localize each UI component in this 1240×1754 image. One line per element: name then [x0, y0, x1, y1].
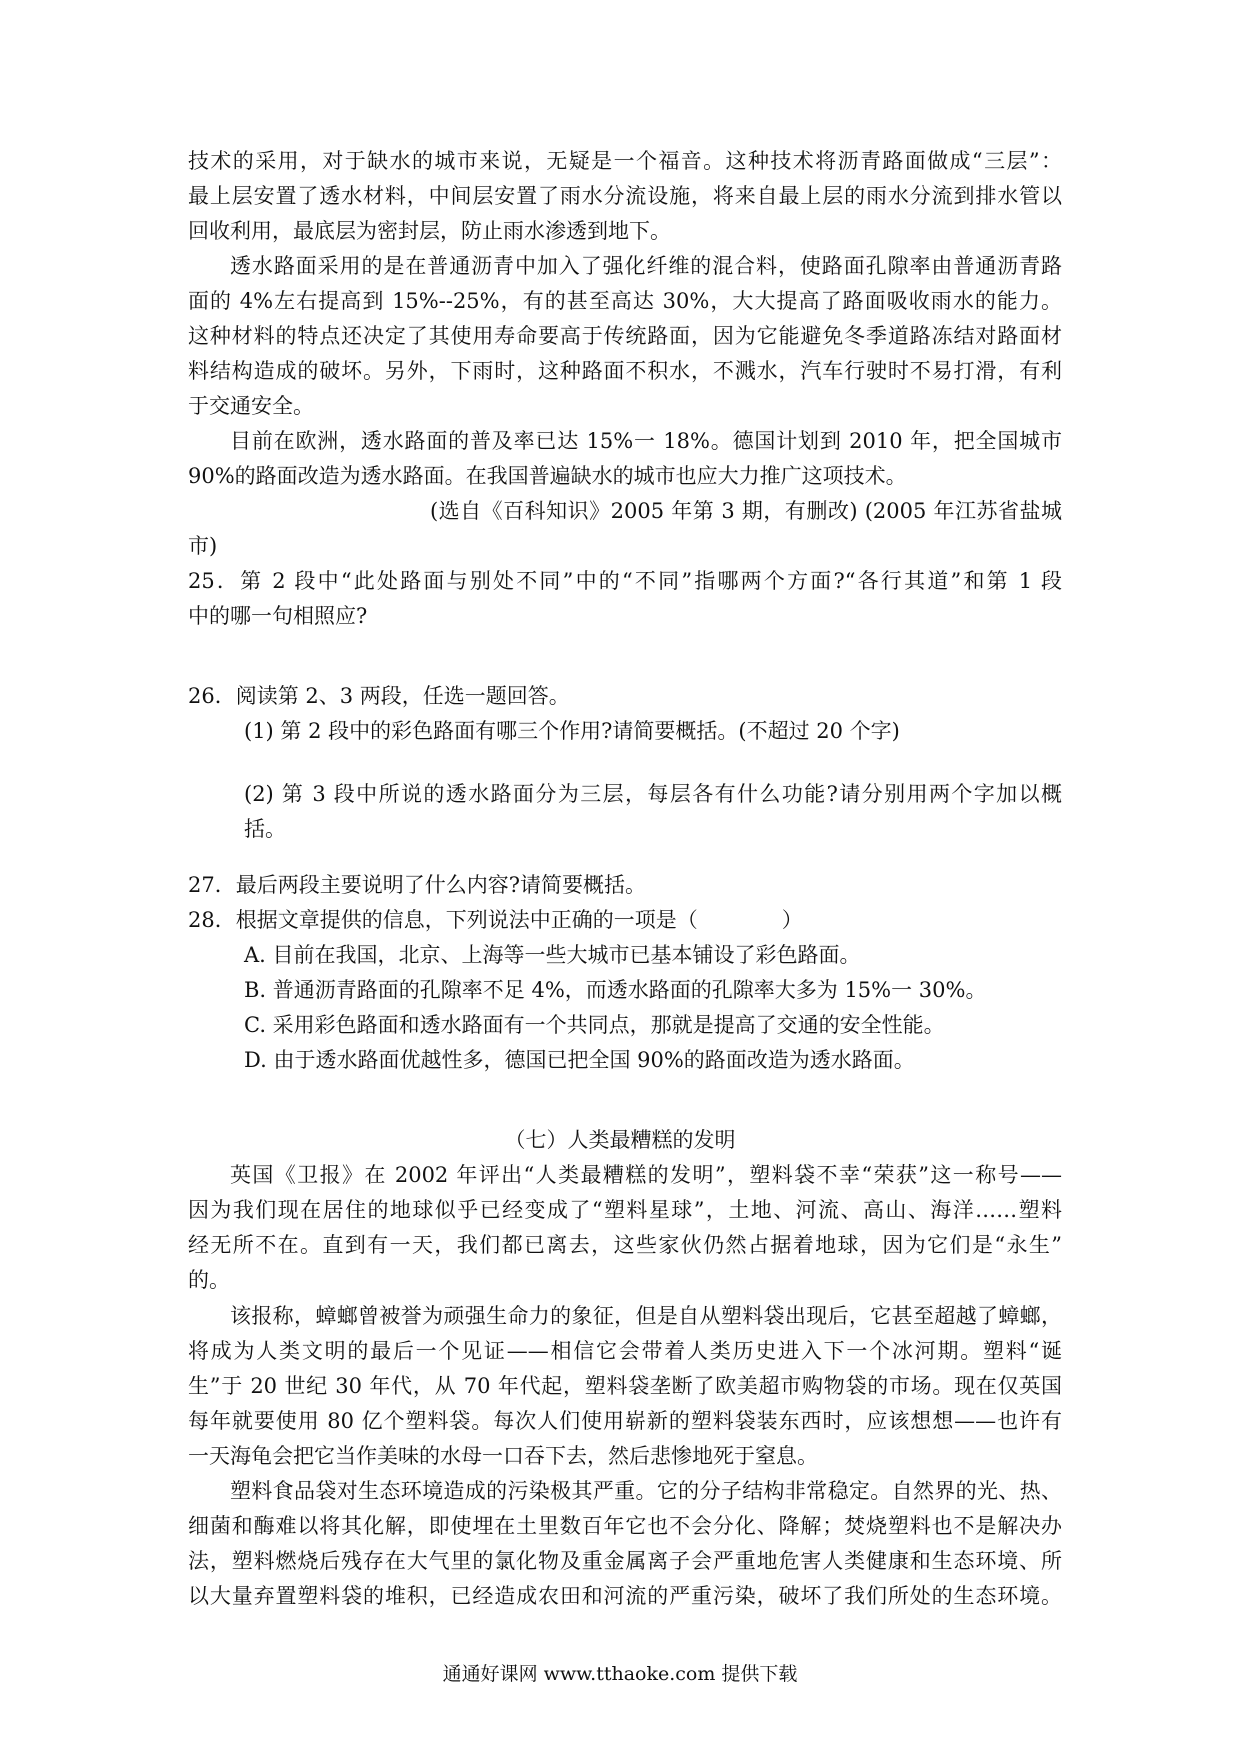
answer-option: D. 由于透水路面优越性多，德国已把全国 90%的路面改造为透水路面。 — [244, 1048, 915, 1072]
answer-option: A. 目前在我国，北京、上海等一些大城市已基本铺设了彩色路面。 — [244, 943, 861, 967]
question-text: 27．最后两段主要说明了什么内容?请简要概括。 — [188, 873, 646, 897]
question-text: 中的哪一句相照应? — [188, 604, 368, 628]
text-line: 法，塑料燃烧后残存在大气里的氯化物及重金属离子会严重地危害人类健康和生态环境、所 — [188, 1549, 1062, 1573]
text-line: 回收利用，最底层为密封层，防止雨水渗透到地下。 — [188, 219, 671, 243]
question-text: 28．根据文章提供的信息，下列说法中正确的一项是（ ） — [188, 908, 803, 932]
text-line: 以大量弃置塑料袋的堆积，已经造成农田和河流的严重污染，破坏了我们所处的生态环境。 — [188, 1584, 1062, 1608]
page-footer: 通通好课网 www.tthaoke.com 提供下载 — [442, 1663, 798, 1685]
source-citation: (选自《百科知识》2005 年第 3 期，有删改) (2005 年江苏省盐城 — [430, 499, 1062, 523]
text-line: 一天海龟会把它当作美味的水母一口吞下去，然后悲惨地死于窒息。 — [188, 1444, 818, 1468]
text-line: 透水路面采用的是在普通沥青中加入了强化纤维的混合料，使路面孔隙率由普通沥青路 — [230, 254, 1062, 278]
text-line: 英国《卫报》在 2002 年评出“人类最糟糕的发明”，塑料袋不幸“荣获”这一称号—— — [230, 1163, 1062, 1187]
text-line: 于交通安全。 — [188, 394, 314, 418]
answer-option: B. 普通沥青路面的孔隙率不足 4%，而透水路面的孔隙率大多为 15%一 30%。 — [244, 978, 987, 1002]
text-line: 塑料食品袋对生态环境造成的污染极其严重。它的分子结构非常稳定。自然界的光、热、 — [230, 1479, 1062, 1503]
text-line: 最上层安置了透水材料，中间层安置了雨水分流设施，将来自最上层的雨水分流到排水管以 — [188, 184, 1062, 208]
question-text: 26．阅读第 2、3 两段，任选一题回答。 — [188, 684, 570, 708]
text-line: 的。 — [188, 1268, 230, 1292]
source-citation: 市) — [188, 534, 218, 558]
answer-option: C. 采用彩色路面和透水路面有一个共同点，那就是提高了交通的安全性能。 — [244, 1013, 945, 1037]
text-line: 经无所不在。直到有一天，我们都已离去，这些家伙仍然占据着地球，因为它们是“永生” — [188, 1233, 1062, 1257]
question-text: 25．第 2 段中“此处路面与别处不同”中的“不同”指哪两个方面?“各行其道”和第 1 段 — [188, 569, 1062, 593]
text-line: 每年就要使用 80 亿个塑料袋。每次人们使用崭新的塑料袋装东西时，应该想想——也许有 — [188, 1409, 1062, 1433]
text-line: 将成为人类文明的最后一个见证——相信它会带着人类历史进入下一个冰河期。塑料“诞 — [188, 1339, 1062, 1363]
question-subitem: 括。 — [244, 817, 286, 841]
text-line: 料结构造成的破坏。另外，下雨时，这种路面不积水，不溅水，汽车行驶时不易打滑，有利 — [188, 359, 1062, 383]
text-line: 生”于 20 世纪 30 年代，从 70 年代起，塑料袋垄断了欧美超市购物袋的市场。现在仅英国 — [188, 1374, 1062, 1398]
text-line: 目前在欧洲，透水路面的普及率已达 15%一 18%。德国计划到 2010 年，把全国城市 — [230, 429, 1062, 453]
text-line: 面的 4%左右提高到 15%--25%，有的甚至高达 30%，大大提高了路面吸收雨水的能力。 — [188, 289, 1062, 313]
text-line: 该报称，蟑螂曾被誉为顽强生命力的象征，但是自从塑料袋出现后，它甚至超越了蟑螂， — [230, 1304, 1062, 1328]
text-line: 因为我们现在居住的地球似乎已经变成了“塑料星球”，土地、河流、高山、海洋……塑料 — [188, 1198, 1062, 1222]
question-subitem: (1) 第 2 段中的彩色路面有哪三个作用?请简要概括。(不超过 20 个字) — [244, 719, 900, 743]
text-line: 90%的路面改造为透水路面。在我国普遍缺水的城市也应大力推广这项技术。 — [188, 464, 907, 488]
text-line: 这种材料的特点还决定了其使用寿命要高于传统路面，因为它能避免冬季道路冻结对路面材 — [188, 324, 1062, 348]
text-line: 技术的采用，对于缺水的城市来说，无疑是一个福音。这种技术将沥青路面做成“三层”： — [188, 149, 1062, 173]
text-line: 细菌和酶难以将其化解，即使埋在土里数百年它也不会分化、降解；焚烧塑料也不是解决办 — [188, 1514, 1062, 1538]
question-subitem: (2) 第 3 段中所说的透水路面分为三层，每层各有什么功能?请分别用两个字加以概 — [244, 782, 1062, 806]
section-title: （七）人类最糟糕的发明 — [504, 1128, 736, 1152]
